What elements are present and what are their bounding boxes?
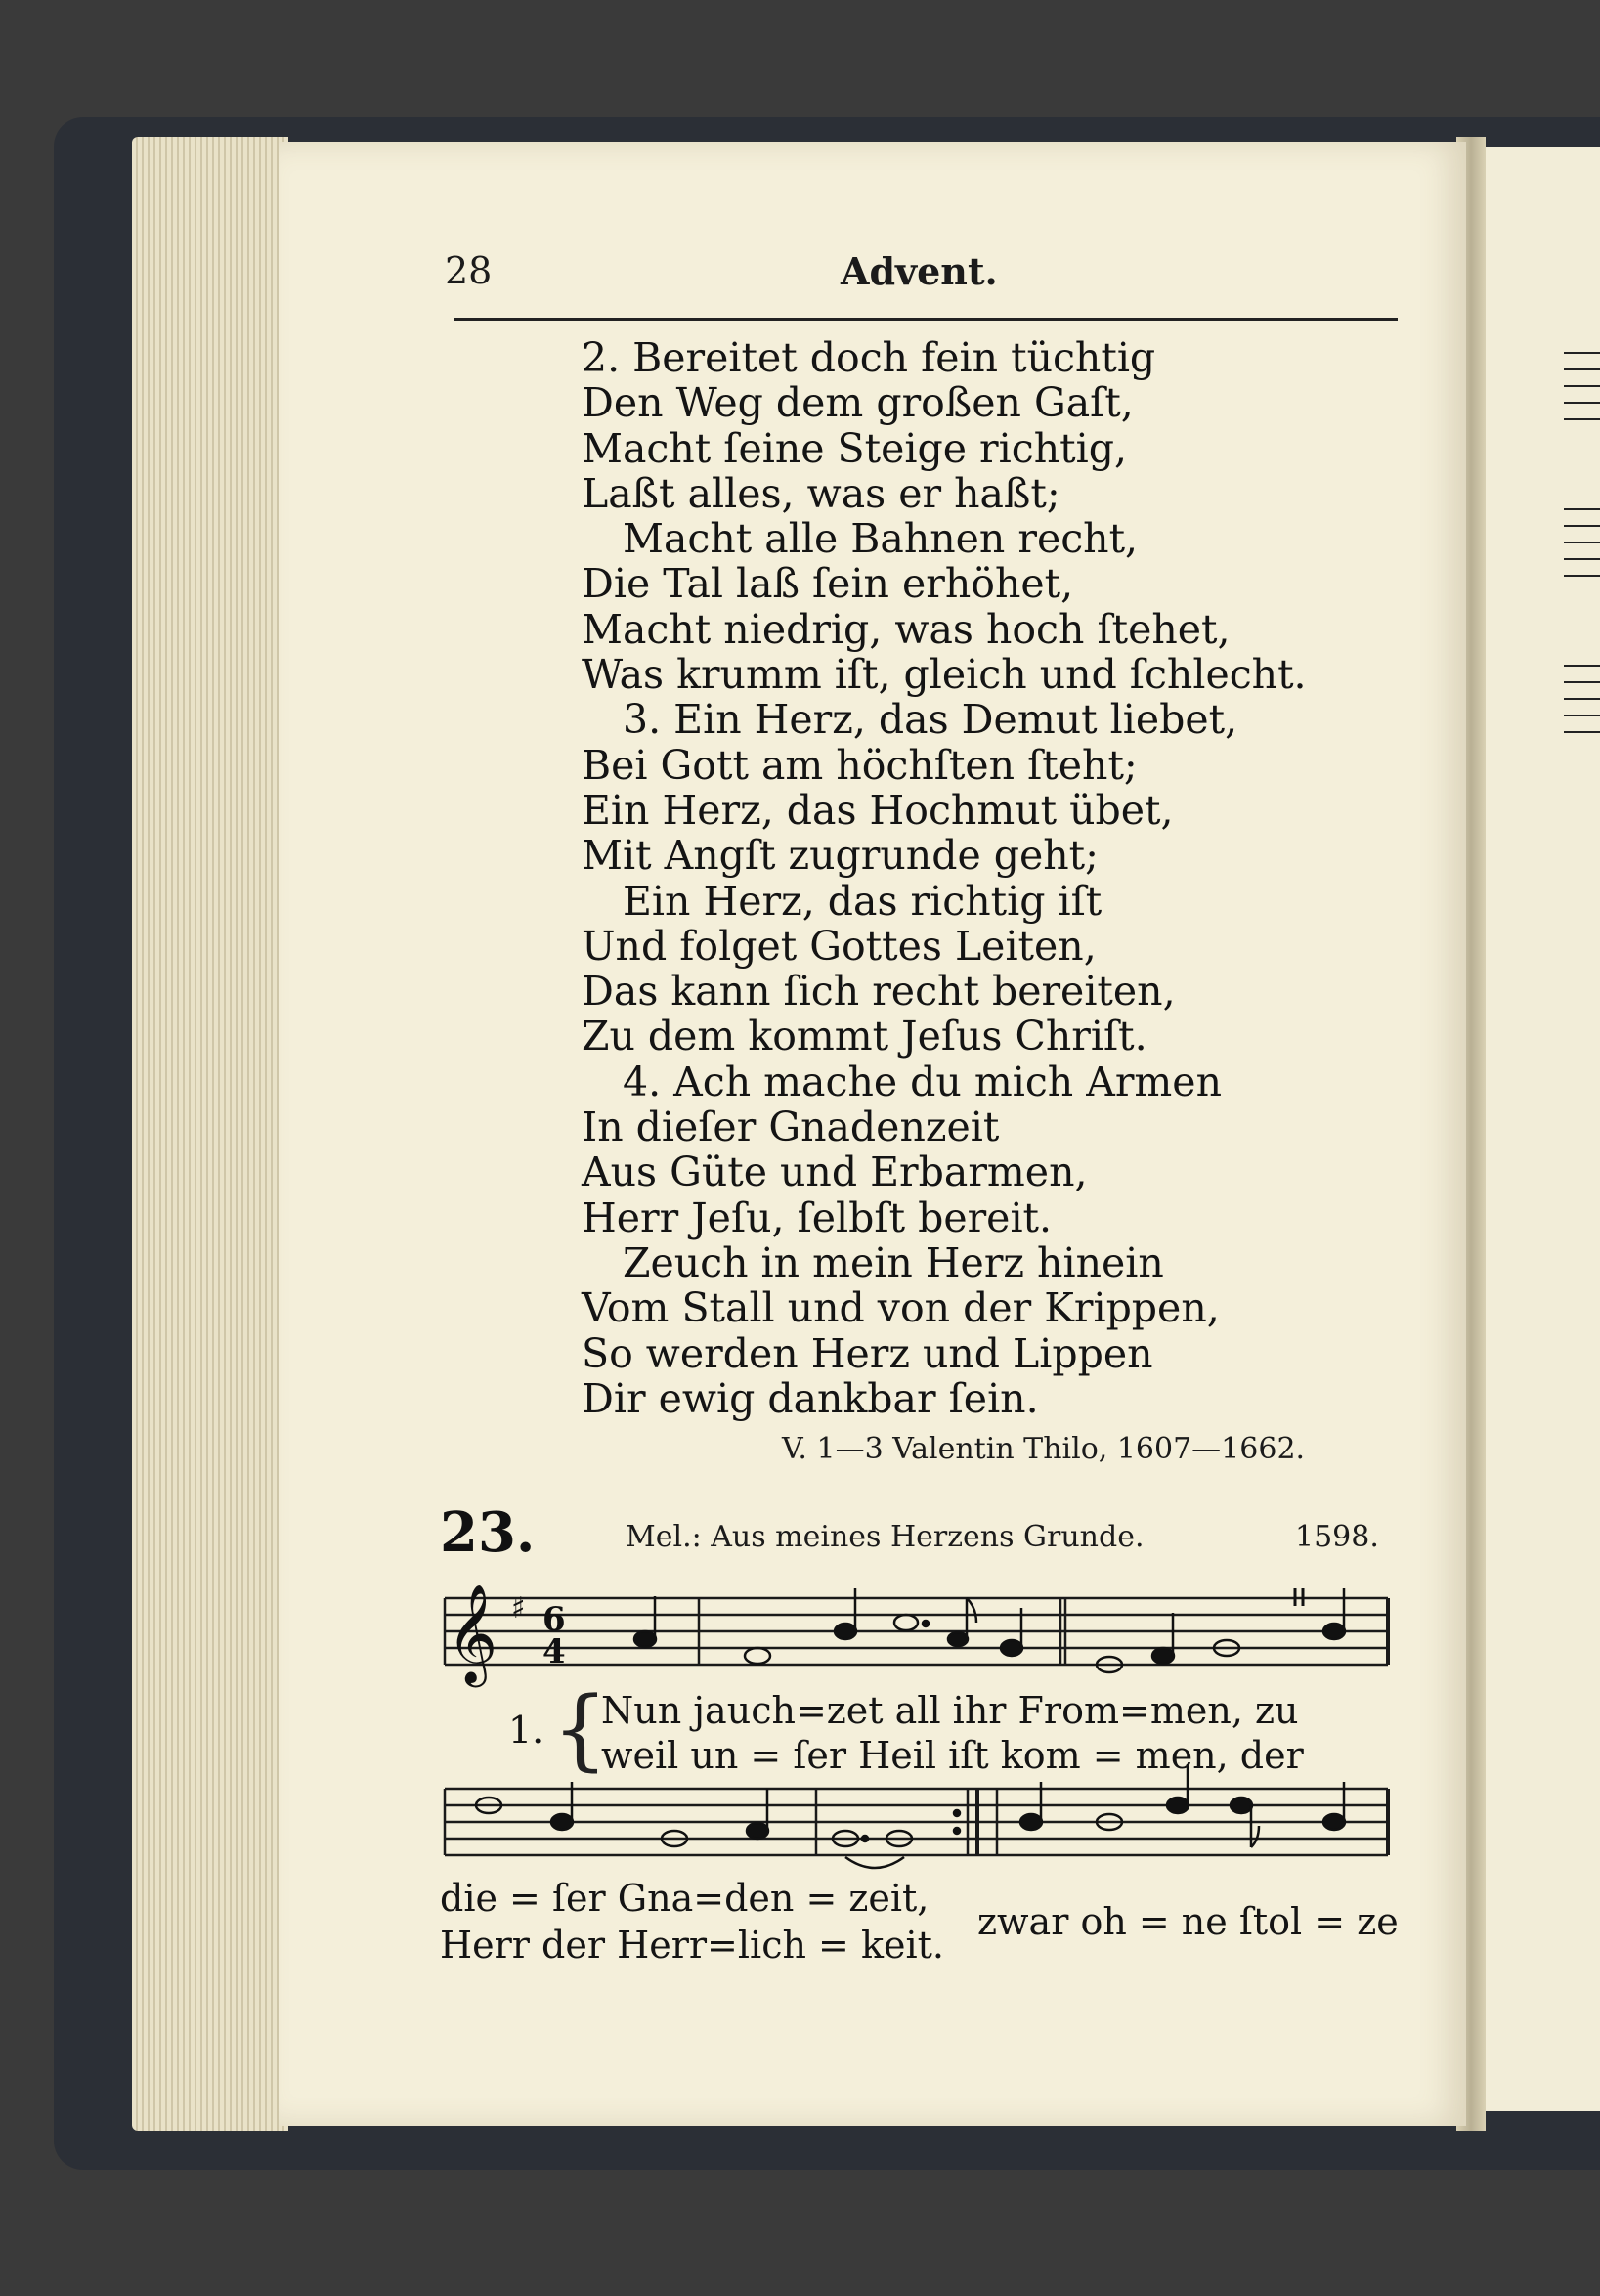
verse-line: Den Weg dem großen Gaſt, — [582, 379, 1134, 427]
staff-1 — [445, 1598, 1388, 1665]
header-rule — [454, 318, 1398, 321]
verse-line: Bei Gott am höchſten ſteht; — [582, 741, 1138, 789]
lyrics-line-4: Herr der Herr=lich = keit. — [440, 1924, 944, 1967]
verse-line: Laßt alles, was er haßt; — [582, 469, 1060, 517]
page-header — [445, 249, 1398, 308]
hymn-number: 23. — [440, 1500, 536, 1565]
verse-line: So werden Herz und Lippen — [582, 1329, 1153, 1377]
verse-line: Aus Güte und Erbarmen, — [582, 1148, 1088, 1196]
verse-line: Macht niedrig, was hoch ſtehet, — [582, 605, 1231, 653]
verse-line: Ein Herz, das richtig iſt — [623, 877, 1103, 925]
lyrics-line-5: zwar oh = ne ſtol = ze — [977, 1900, 1399, 1943]
verse-line: Macht ſeine Steige richtig, — [582, 424, 1127, 472]
verse-label: 1. — [508, 1709, 544, 1752]
verse-line: Das kann ſich recht bereiten, — [582, 968, 1176, 1016]
page-title: Advent. — [841, 249, 998, 293]
time-signature-top: 6 — [542, 1600, 566, 1639]
lyrics-line-1: Nun jauch=zet all ihr From=men, zu — [601, 1689, 1299, 1732]
verse-line: Dir ewig dankbar ſein. — [582, 1374, 1039, 1422]
verse-line: In dieſer Gnadenzeit — [582, 1104, 1000, 1151]
verse-line: Die Tal laß ſein erhöhet, — [582, 560, 1074, 608]
verse-line: Zu dem kommt Jeſus Chriſt. — [582, 1013, 1147, 1061]
verse-line: Zeuch in mein Herz hinein — [623, 1238, 1164, 1286]
brace-icon: { — [552, 1678, 609, 1781]
page-number: 28 — [445, 249, 493, 292]
verse-text — [582, 335, 1422, 1421]
verse-line: 4. Ach mache du mich Armen — [623, 1058, 1222, 1105]
lyrics-line-3: die = ſer Gna=den = zeit, — [440, 1877, 930, 1920]
facing-staff-fragment — [1564, 665, 1600, 733]
verse-line: Was krumm iſt, gleich und ſchlecht. — [582, 651, 1307, 699]
sharp-icon: ♯ — [511, 1591, 526, 1625]
melody-reference: Mel.: Aus meines Herzens Grunde. — [626, 1520, 1145, 1554]
verse-line: 3. Ein Herz, das Demut liebet, — [623, 696, 1238, 744]
verse-line: Mit Angſt zugrunde geht; — [582, 832, 1099, 880]
lyrics-line-2: weil un = ſer Heil iſt kom = men, der — [601, 1734, 1304, 1777]
facing-staff-fragment — [1564, 352, 1600, 420]
treble-clef-icon: 𝄞 — [447, 1582, 498, 1683]
author-credit: V. 1—3 Valentin Thilo, 1607—1662. — [782, 1432, 1306, 1466]
verse-line: Und folget Gottes Leiten, — [582, 922, 1097, 970]
facing-page-edge — [1481, 147, 1600, 2111]
verse-line: Vom Stall und von der Krippen, — [582, 1284, 1220, 1332]
verse-line: Macht alle Bahnen recht, — [623, 515, 1139, 563]
verse-line: 2. Bereitet doch fein tüchtig — [582, 334, 1156, 381]
page-edges — [132, 137, 288, 2131]
verse-line: Ein Herz, das Hochmut übet, — [582, 786, 1174, 834]
facing-staff-fragment — [1564, 508, 1600, 577]
time-signature-bottom: 4 — [542, 1632, 566, 1671]
melody-year: 1598. — [1295, 1520, 1379, 1554]
verse-line: Herr Jeſu, ſelbſt bereit. — [582, 1193, 1053, 1241]
